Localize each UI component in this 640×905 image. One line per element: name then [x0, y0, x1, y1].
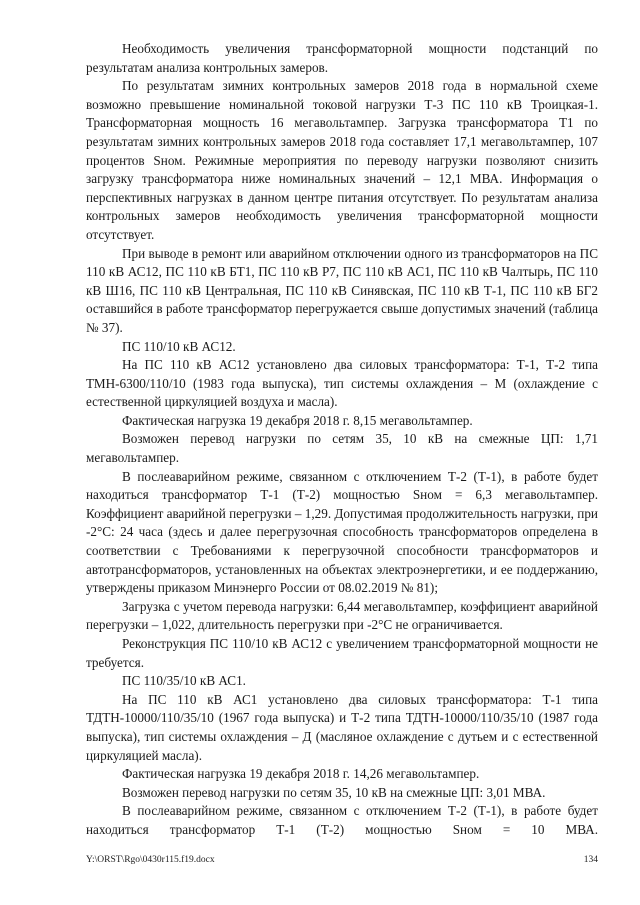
section-heading: ПС 110/10 кВ АС12.: [122, 338, 236, 354]
paragraph: В послеаварийном режиме, связанном с отключением Т-2 (Т-1), в работе будет находиться трансформатор Т-1 (Т-2) мощностью Sном = 6,3 мегавольтампер. Коэффициент аварийной перегрузки – 1,29. Допустимая продолжительность нагрузки, при -2°С: 24 часа (здесь и далее перегрузочная способность трансформаторов определена в соответствии с Требованиями к перегрузочной способности трансформаторов и автотрансформаторов, установленных на объектах электроэнергетики, и ее поддержанию, утверждены приказом Минэнерго России от 08.02.2019 № 81);: [86, 468, 598, 596]
paragraph: Возможен перевод нагрузки по сетям 35, 10 кВ на смежные ЦП: 3,01 МВА.: [122, 784, 546, 800]
paragraph: Фактическая нагрузка 19 декабря 2018 г. 8,15 мегавольтампер.: [122, 412, 473, 428]
section-heading: ПС 110/35/10 кВ АС1.: [122, 673, 246, 689]
paragraph: По результатам зимних контрольных замеров 2018 года в нормальной схеме возможно превышение номинальной токовой нагрузки Т-3 ПС 110 кВ Троицкая-1. Трансформаторная мощность 16 мегавольтампер. Загрузка трансформатора Т1 по результатам зимних контрольных замеров 2018 года составляет 17,1 мегавольтампер, 107 процентов Sном. Режимные мероприятия по переводу нагрузки позволяют снизить загрузку трансформатора ниже номинальных значений – 12,1 МВА. Информация о перспективных нагрузках в данном центре питания отсутствует. По результатам анализа контрольных замеров необходимость увеличения трансформаторной мощности отсутствует.: [86, 78, 598, 242]
file-path: Y:\ORST\Rgo\0430r115.f19.docx: [86, 855, 215, 865]
paragraph: Необходимость увеличения трансформаторной мощности подстанций по результатам анализа контрольных замеров.: [86, 41, 598, 75]
document-body: [86, 40, 598, 840]
page-footer: [86, 855, 598, 865]
paragraph: В послеаварийном режиме, связанном с отключением Т-2 (Т-1), в работе будет находиться трансформатор Т-1 (Т-2) мощностью Sном = 10 МВА.: [86, 803, 598, 837]
paragraph: Загрузка с учетом перевода нагрузки: 6,44 мегавольтампер, коэффициент аварийной перегрузки – 1,022, длительность перегрузки при -2°С не ограничивается.: [86, 598, 598, 633]
paragraph: На ПС 110 кВ АС12 установлено два силовых трансформатора: Т-1, Т-2 типа ТМН-6300/110/10 (1983 года выпуска), тип системы охлаждения – М (охлаждение с естественной циркуляцией воздуха и масла).: [86, 357, 598, 410]
page-number: 134: [583, 855, 598, 865]
paragraph: Фактическая нагрузка 19 декабря 2018 г. 14,26 мегавольтампер.: [122, 766, 480, 782]
paragraph: При выводе в ремонт или аварийном отключении одного из трансформаторов на ПС 110 кВ АС12, ПС 110 кВ БТ1, ПС 110 кВ Р7, ПС 110 кВ АС1, ПС 110 кВ Чалтырь, ПС 110 кВ Ш16, ПС 110 кВ Центральная, ПС 110 кВ Синявская, ПС 110 кВ Т-1, ПС 110 кВ БГ2 оставшийся в работе трансформатор перегружается свыше допустимых значений (таблица № 37).: [86, 245, 598, 335]
paragraph: Возможен перевод нагрузки по сетям 35, 10 кВ на смежные ЦП: 1,71 мегавольтампер.: [86, 431, 598, 466]
paragraph: Реконструкция ПС 110/10 кВ АС12 с увеличением трансформаторной мощности не требуется.: [86, 636, 598, 670]
paragraph: На ПС 110 кВ АС1 установлено два силовых трансформатора: Т-1 типа ТДТН-10000/110/35/10 (1967 года выпуска) и Т-2 типа ТДТН-10000/110/35/10 (1987 года выпуска), тип системы охлаждения – Д (масляное охлаждение с дутьем и с естественной циркуляцией масла).: [86, 691, 598, 763]
